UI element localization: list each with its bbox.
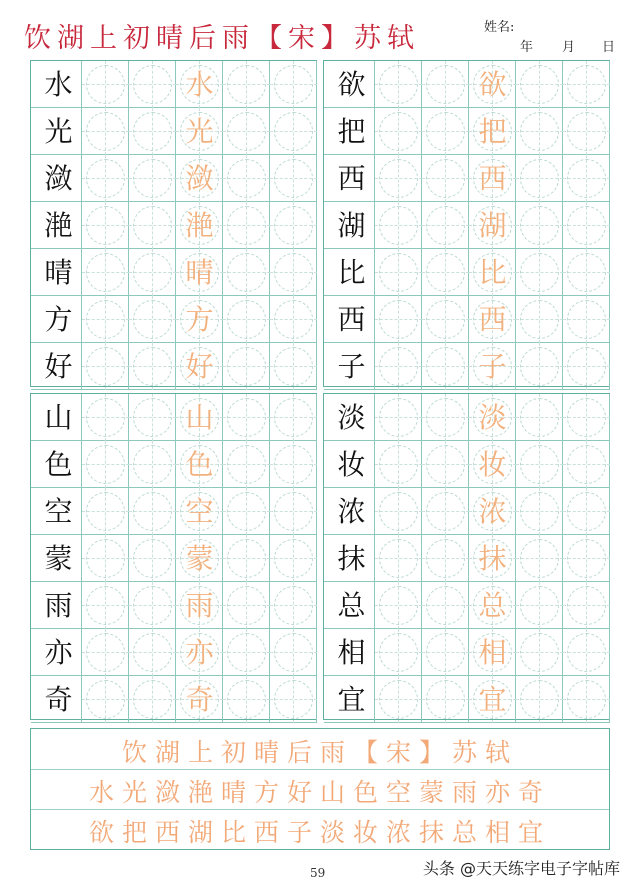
model-character: 西: [337, 162, 366, 195]
practice-cell: [328, 441, 375, 488]
practice-cell: [328, 249, 375, 296]
practice-cell: [129, 441, 176, 488]
practice-cell: [176, 441, 223, 488]
practice-cell: [223, 582, 270, 629]
practice-cell: [328, 394, 375, 441]
practice-cell: [469, 155, 516, 202]
practice-cell: [176, 343, 223, 390]
model-character: 子: [337, 350, 366, 383]
practice-cell: [223, 629, 270, 676]
practice-cell: [129, 535, 176, 582]
practice-cell: [375, 441, 422, 488]
practice-cell: [469, 535, 516, 582]
practice-cell: [328, 202, 375, 249]
practice-cell: [270, 629, 317, 676]
trace-character: 奇: [185, 683, 214, 716]
practice-cell: [469, 202, 516, 249]
trace-character: 潋: [185, 162, 214, 195]
name-field-label: 姓名:: [484, 20, 515, 35]
practice-cell: [35, 441, 82, 488]
practice-cell: [563, 441, 610, 488]
model-character: 滟: [44, 209, 73, 242]
model-character: 好: [44, 350, 73, 383]
practice-cell: [176, 155, 223, 202]
practice-cell: [516, 535, 563, 582]
practice-cell: [82, 61, 129, 108]
month-label: 月: [562, 40, 576, 55]
trace-character: 光: [185, 115, 214, 148]
practice-cell: [35, 155, 82, 202]
practice-row: [324, 394, 609, 441]
practice-cell: [129, 249, 176, 296]
practice-cell: [176, 582, 223, 629]
practice-cell: [422, 629, 469, 676]
model-character: 潋: [44, 162, 73, 195]
practice-cell: [223, 61, 270, 108]
practice-cell: [469, 296, 516, 343]
model-character: 奇: [44, 683, 73, 716]
trace-character: 色: [185, 448, 214, 481]
practice-cell: [129, 343, 176, 390]
trace-character: 湖: [478, 209, 507, 242]
practice-cell: [516, 249, 563, 296]
practice-cell: [35, 394, 82, 441]
practice-cell: [422, 202, 469, 249]
trace-character: 山: [185, 401, 214, 434]
practice-row: [31, 629, 316, 676]
trace-character: 淡: [478, 401, 507, 434]
practice-cell: [35, 296, 82, 343]
practice-cell: [328, 61, 375, 108]
summary-couplet-line-2: 欲把西湖比西子淡妆浓抹总相宜: [88, 818, 551, 847]
practice-cell: [375, 108, 422, 155]
practice-cell: [516, 108, 563, 155]
practice-cell: [35, 61, 82, 108]
practice-cell: [563, 629, 610, 676]
model-character: 色: [44, 448, 73, 481]
model-character: 方: [44, 303, 73, 336]
model-character: 妆: [337, 448, 366, 481]
practice-row: [31, 488, 316, 535]
practice-cell: [223, 155, 270, 202]
practice-cell: [469, 629, 516, 676]
trace-character: 蒙: [185, 542, 214, 575]
trace-character: 好: [185, 350, 214, 383]
practice-cell: [469, 249, 516, 296]
practice-cell: [516, 394, 563, 441]
practice-row: [31, 61, 316, 108]
trace-character: 亦: [185, 636, 214, 669]
practice-cell: [82, 296, 129, 343]
practice-cell: [563, 488, 610, 535]
practice-cell: [176, 535, 223, 582]
practice-cell: [176, 394, 223, 441]
practice-cell: [422, 535, 469, 582]
trace-character: 相: [478, 636, 507, 669]
practice-row: [31, 108, 316, 155]
practice-row: [31, 343, 316, 390]
practice-row: [324, 488, 609, 535]
practice-cell: [176, 108, 223, 155]
practice-row: [324, 249, 609, 296]
practice-cell: [375, 296, 422, 343]
practice-cell: [469, 61, 516, 108]
practice-row: [31, 249, 316, 296]
trace-character: 欲: [478, 68, 507, 101]
practice-cell: [270, 108, 317, 155]
practice-cell: [328, 582, 375, 629]
trace-character: 把: [478, 115, 507, 148]
practice-cell: [375, 629, 422, 676]
practice-cell: [82, 582, 129, 629]
practice-cell: [422, 155, 469, 202]
practice-cell: [422, 61, 469, 108]
practice-cell: [223, 343, 270, 390]
model-character: 淡: [337, 401, 366, 434]
practice-cell: [516, 582, 563, 629]
practice-cell: [563, 249, 610, 296]
practice-cell: [270, 441, 317, 488]
practice-cell: [223, 249, 270, 296]
practice-row: [31, 535, 316, 582]
practice-row: [324, 676, 609, 723]
practice-cell: [375, 394, 422, 441]
practice-row: [31, 582, 316, 629]
practice-cell: [422, 488, 469, 535]
trace-character: 子: [478, 350, 507, 383]
practice-cell: [516, 629, 563, 676]
practice-cell: [328, 296, 375, 343]
practice-cell: [270, 582, 317, 629]
model-character: 雨: [44, 589, 73, 622]
model-character: 宜: [337, 683, 366, 716]
practice-cell: [35, 108, 82, 155]
practice-cell: [469, 676, 516, 723]
trace-character: 方: [185, 303, 214, 336]
practice-block: [323, 60, 610, 387]
practice-cell: [563, 108, 610, 155]
practice-cell: [563, 676, 610, 723]
page-number: 59: [310, 866, 326, 880]
practice-cell: [563, 296, 610, 343]
practice-cell: [375, 488, 422, 535]
practice-cell: [176, 249, 223, 296]
model-character: 湖: [337, 209, 366, 242]
practice-cell: [223, 676, 270, 723]
practice-cell: [176, 202, 223, 249]
practice-row: [31, 676, 316, 723]
trace-character: 浓: [478, 495, 507, 528]
practice-cell: [82, 108, 129, 155]
practice-cell: [270, 535, 317, 582]
practice-cell: [176, 61, 223, 108]
practice-cell: [270, 296, 317, 343]
practice-cell: [516, 202, 563, 249]
model-character: 总: [337, 589, 366, 622]
practice-cell: [82, 629, 129, 676]
practice-cell: [563, 61, 610, 108]
practice-cell: [35, 249, 82, 296]
practice-cell: [35, 582, 82, 629]
summary-box: [30, 728, 610, 850]
practice-cell: [328, 676, 375, 723]
practice-cell: [469, 343, 516, 390]
practice-row: [324, 108, 609, 155]
practice-cell: [469, 441, 516, 488]
practice-row: [31, 202, 316, 249]
practice-cell: [375, 535, 422, 582]
trace-character: 妆: [478, 448, 507, 481]
practice-cell: [375, 249, 422, 296]
practice-cell: [375, 61, 422, 108]
practice-cell: [270, 61, 317, 108]
practice-cell: [82, 343, 129, 390]
practice-cell: [375, 582, 422, 629]
practice-cell: [270, 488, 317, 535]
practice-cell: [469, 108, 516, 155]
practice-cell: [35, 629, 82, 676]
practice-cell: [129, 582, 176, 629]
practice-cell: [82, 202, 129, 249]
practice-cell: [516, 343, 563, 390]
trace-character: 比: [478, 256, 507, 289]
practice-cell: [176, 296, 223, 343]
trace-character: 滟: [185, 209, 214, 242]
practice-cell: [129, 676, 176, 723]
practice-cell: [35, 676, 82, 723]
practice-cell: [270, 676, 317, 723]
trace-character: 抹: [478, 542, 507, 575]
practice-cell: [422, 394, 469, 441]
practice-cell: [516, 676, 563, 723]
practice-cell: [328, 488, 375, 535]
practice-cell: [422, 343, 469, 390]
practice-cell: [176, 629, 223, 676]
practice-cell: [82, 155, 129, 202]
practice-row: [31, 296, 316, 343]
practice-cell: [129, 155, 176, 202]
practice-cell: [270, 155, 317, 202]
model-character: 抹: [337, 542, 366, 575]
practice-cell: [82, 249, 129, 296]
practice-cell: [563, 343, 610, 390]
model-character: 相: [337, 636, 366, 669]
model-character: 光: [44, 115, 73, 148]
practice-cell: [328, 535, 375, 582]
practice-cell: [328, 155, 375, 202]
trace-character: 雨: [185, 589, 214, 622]
practice-cell: [82, 676, 129, 723]
model-character: 蒙: [44, 542, 73, 575]
day-label: 日: [602, 40, 616, 55]
practice-block: [30, 393, 317, 720]
practice-cell: [82, 535, 129, 582]
practice-cell: [35, 202, 82, 249]
practice-cell: [270, 394, 317, 441]
practice-cell: [422, 108, 469, 155]
practice-cell: [563, 535, 610, 582]
practice-cell: [129, 61, 176, 108]
practice-cell: [422, 676, 469, 723]
practice-cell: [223, 202, 270, 249]
practice-row: [31, 155, 316, 202]
model-character: 浓: [337, 495, 366, 528]
practice-cell: [422, 441, 469, 488]
practice-cell: [35, 343, 82, 390]
practice-cell: [270, 343, 317, 390]
model-character: 欲: [337, 68, 366, 101]
practice-cell: [563, 202, 610, 249]
practice-row: [31, 394, 316, 441]
trace-character: 西: [478, 303, 507, 336]
model-character: 山: [44, 401, 73, 434]
trace-character: 水: [185, 68, 214, 101]
trace-character: 总: [478, 589, 507, 622]
practice-cell: [35, 535, 82, 582]
model-character: 水: [44, 68, 73, 101]
trace-character: 宜: [478, 683, 507, 716]
practice-cell: [516, 61, 563, 108]
practice-cell: [82, 488, 129, 535]
practice-cell: [375, 202, 422, 249]
practice-block: [30, 60, 317, 387]
practice-cell: [375, 155, 422, 202]
page-title: 饮湖上初晴后雨【宋】苏轼: [24, 23, 420, 54]
practice-cell: [328, 629, 375, 676]
practice-row: [324, 61, 609, 108]
practice-block: [323, 393, 610, 720]
practice-cell: [223, 394, 270, 441]
trace-character: 西: [478, 162, 507, 195]
practice-cell: [469, 488, 516, 535]
practice-cell: [375, 343, 422, 390]
watermark-text: 头条 @天天练字电子字帖库: [422, 859, 620, 878]
model-character: 空: [44, 495, 73, 528]
trace-character: 空: [185, 495, 214, 528]
practice-cell: [563, 394, 610, 441]
practice-cell: [129, 296, 176, 343]
practice-cell: [176, 488, 223, 535]
practice-cell: [129, 394, 176, 441]
model-character: 比: [337, 256, 366, 289]
year-label: 年: [520, 40, 534, 55]
practice-row: [324, 629, 609, 676]
practice-cell: [223, 535, 270, 582]
trace-character: 晴: [185, 256, 214, 289]
practice-row: [324, 441, 609, 488]
summary-title-line: 饮湖上初晴后雨【宋】苏轼: [121, 738, 518, 767]
practice-row: [324, 535, 609, 582]
practice-cell: [82, 394, 129, 441]
practice-cell: [129, 108, 176, 155]
practice-cell: [516, 296, 563, 343]
practice-cell: [176, 676, 223, 723]
practice-cell: [82, 441, 129, 488]
practice-cell: [270, 202, 317, 249]
practice-cell: [328, 108, 375, 155]
practice-cell: [469, 582, 516, 629]
practice-cell: [223, 296, 270, 343]
practice-cell: [270, 249, 317, 296]
practice-cell: [129, 488, 176, 535]
model-character: 晴: [44, 256, 73, 289]
practice-cell: [469, 394, 516, 441]
practice-cell: [129, 202, 176, 249]
practice-cell: [422, 296, 469, 343]
practice-row: [324, 343, 609, 390]
model-character: 西: [337, 303, 366, 336]
practice-cell: [223, 108, 270, 155]
model-character: 亦: [44, 636, 73, 669]
summary-couplet-line-1: 水光潋滟晴方好山色空蒙雨亦奇: [88, 778, 551, 807]
practice-row: [324, 582, 609, 629]
practice-row: [324, 296, 609, 343]
practice-grid: [30, 60, 610, 720]
practice-cell: [516, 441, 563, 488]
practice-cell: [328, 343, 375, 390]
practice-row: [31, 441, 316, 488]
practice-cell: [223, 441, 270, 488]
model-character: 把: [337, 115, 366, 148]
practice-row: [324, 155, 609, 202]
practice-cell: [129, 629, 176, 676]
practice-cell: [516, 155, 563, 202]
practice-cell: [422, 582, 469, 629]
practice-cell: [35, 488, 82, 535]
practice-cell: [422, 249, 469, 296]
practice-cell: [375, 676, 422, 723]
practice-row: [324, 202, 609, 249]
practice-cell: [516, 488, 563, 535]
practice-cell: [563, 155, 610, 202]
practice-cell: [223, 488, 270, 535]
practice-cell: [563, 582, 610, 629]
